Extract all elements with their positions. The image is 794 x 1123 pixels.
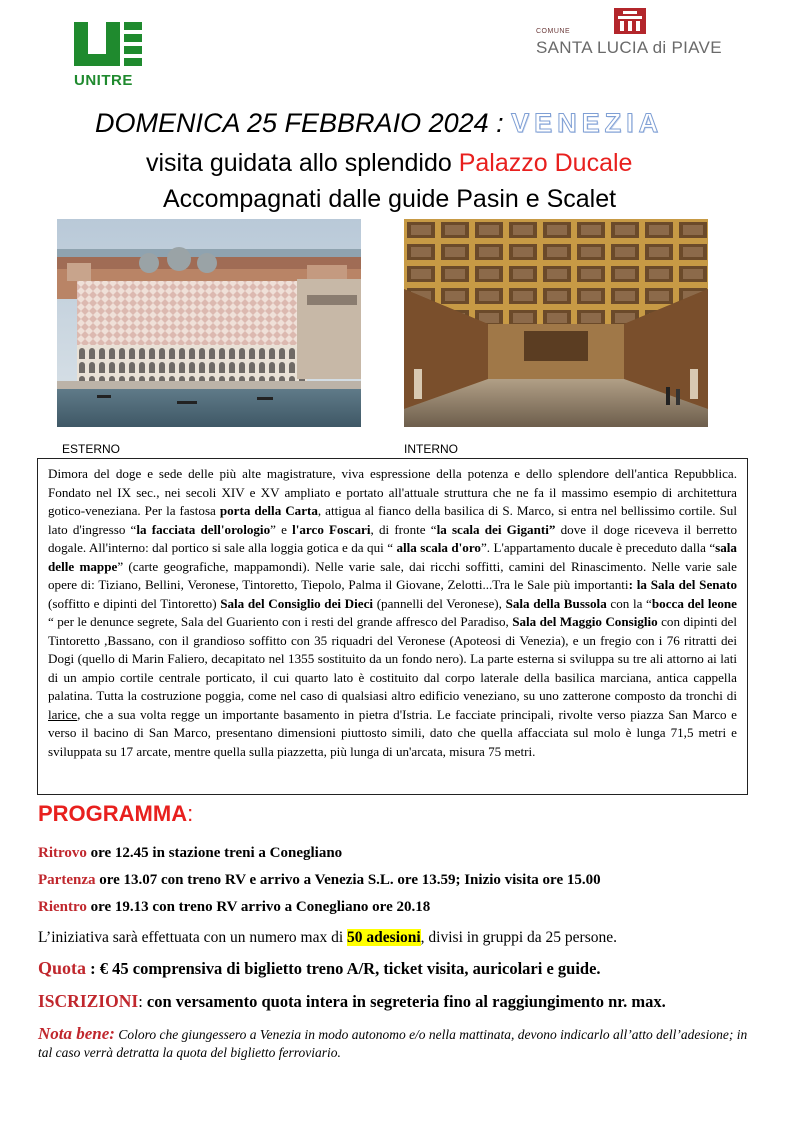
desc-segment: con la “ xyxy=(606,595,652,611)
desc-segment: Dimora del doge e sede delle più alte magistrature, viva espressione della potenza e dello splendore dell'antica Repubblica. Fondato nel IX sec., nei secoli XIV e XV ampliato e portato all'attuale struttura che ne fa il massimo esempio di architettura gotico-veneziana. Per la fastosa xyxy=(48,466,737,518)
programma-title: PROGRAMMA xyxy=(38,801,188,826)
iscrizioni-label: ISCRIZIONI xyxy=(38,991,139,1011)
ritrovo-line xyxy=(38,845,342,862)
desc-segment: con dipinti del Tintoretto ,Bassano, con il grandioso soffitto con 35 riquadri del Veronese (Apoteosi di Venezia), e un fregio con i 76 ritratti dei Dogi (quello di Marin Faliero, decapitato nel 1355 sostituito da un fondo nero). La parte esterna si sviluppa su tre ali attorno ai lati di un ampio cortile centrale porticato, il cui quarto lato è costituito dal corpo laterale della basilica marciana, antica cappella palatina. Tutta la costruzione poggia, come nel caso di qualsiasi altro edificio veneziano, su uno zatterone composto da tronchi di xyxy=(48,614,738,703)
title-separator: : xyxy=(488,108,512,138)
desc-bold: l'arco Foscari xyxy=(292,521,371,537)
exterior-caption: ESTERNO xyxy=(62,442,121,456)
quota-text: : € 45 comprensiva di biglietto treno A/R, ticket visita, auricolari e guide. xyxy=(86,959,601,978)
comune-logo xyxy=(536,8,732,66)
desc-segment: “ per le denunce segrete, Sala del Guariento con i resti del grande affresco del Paradiso, xyxy=(48,614,513,629)
ritrovo-label: Ritrovo xyxy=(38,845,87,861)
ritrovo-text: ore 12.45 in stazione treni a Conegliano xyxy=(86,845,343,861)
desc-bold: Sala del Consiglio dei Dieci xyxy=(220,595,374,611)
description-text xyxy=(48,465,737,761)
desc-segment: (pannelli del Veronese), xyxy=(373,595,506,611)
rientro-text: ore 19.13 con treno RV arrivo a Conegliano ore 20.18 xyxy=(86,899,431,915)
programma-heading xyxy=(38,801,193,827)
palazzo-ducale-highlight: Palazzo Ducale xyxy=(458,149,633,177)
desc-bold: la scala dei Giganti” xyxy=(436,521,556,537)
photo-exterior xyxy=(57,219,361,427)
description-box xyxy=(37,458,748,795)
nota-bene-label: Nota bene: xyxy=(38,1024,115,1043)
adesioni-highlight: 50 adesioni xyxy=(347,929,421,946)
desc-bold: alla scala d'oro xyxy=(396,540,481,555)
desc-segment: , che a sua volta regge un importante basamento in pietra d'Istria. Le facciate principali, rivolte verso piazza San Marco e verso il bacino di San Marco, presentano dimensioni piuttosto simili, dato che quella affacciata sul molo è lunga 71,5 metri e sviluppata su 17 arcate, mentre quella sulla piazzetta, più lunga di un'arcata, misura 75 metri. xyxy=(48,706,737,759)
desc-bold: Sala della Bussola xyxy=(505,595,607,611)
programma-colon: : xyxy=(187,801,194,826)
desc-bold: bocca del leone xyxy=(651,595,737,611)
interior-caption: INTERNO xyxy=(404,442,458,456)
iniziativa-line xyxy=(38,929,617,947)
comune-name-label: SANTA LUCIA di PIAVE xyxy=(536,38,722,57)
guides-line: Accompagnati dalle guide Pasin e Scalet xyxy=(163,185,617,213)
rientro-line xyxy=(38,899,430,916)
event-date-title xyxy=(95,108,663,139)
rientro-label: Rientro xyxy=(38,899,87,915)
unitre-label: UNITRE xyxy=(74,72,133,89)
comune-small-label: COMUNE xyxy=(536,28,571,35)
desc-segment: ”. L'appartamento ducale è preceduto dalla “ xyxy=(480,540,716,555)
partenza-line xyxy=(38,872,601,889)
desc-bold: sala delle mappe xyxy=(48,540,737,574)
iscrizioni-line xyxy=(38,991,666,1012)
iscrizioni-text: con versamento quota intera in segreteria fino al raggiungimento nr. max. xyxy=(142,992,666,1011)
desc-segment: , di fronte “ xyxy=(370,521,437,537)
iniziativa-post: , divisi in gruppi da 25 persone. xyxy=(420,929,617,946)
city-name: VENEZIA xyxy=(511,108,664,138)
desc-bold: la facciata dell'orologio xyxy=(136,521,271,537)
desc-underline: larice xyxy=(48,706,78,722)
partenza-label: Partenza xyxy=(38,872,96,888)
partenza-text: ore 13.07 con treno RV e arrivo a Venezia S.L. ore 13.59; Inizio visita ore 15.00 xyxy=(95,872,601,888)
subtitle-prefix: visita guidata allo splendido xyxy=(146,149,459,177)
desc-segment: (soffitto e dipinti del Tintoretto) xyxy=(48,595,221,611)
desc-bold: Sala del Maggio Consiglio xyxy=(512,614,658,629)
desc-bold: : la Sala del Senato xyxy=(628,577,738,592)
comune-emblem-icon xyxy=(614,8,646,34)
unitre-logo xyxy=(72,20,146,92)
nota-bene-text: Coloro che giungessero a Venezia in modo autonomo e/o nella mattinata, devono indicarlo all’atto dell’adesione; in tal caso verrà detratta la quota del biglietto ferroviario. xyxy=(38,1027,748,1060)
desc-segment: ” e xyxy=(270,521,293,537)
subtitle-line xyxy=(146,149,632,178)
iscrizioni-colon: : xyxy=(138,992,143,1011)
desc-segment: , attigua al fianco della basilica di S. Marco, si entra nel bellissimo cortile. Sul lato d'ingresso “ xyxy=(48,503,737,537)
nota-bene xyxy=(38,1025,758,1062)
iniziativa-pre: L’iniziativa sarà effettuata con un numero max di xyxy=(38,929,348,946)
photo-interior xyxy=(404,219,708,427)
quota-label: Quota xyxy=(38,958,87,978)
desc-bold: porta della Carta xyxy=(219,503,318,518)
desc-segment: dove il doge riceveva il berretto dogale. All'interno: dal portico si sale alla loggia gotica e da qui “ xyxy=(48,521,738,555)
desc-segment: ” (carte geografiche, mappamondi). Nelle varie sale, dai ricchi soffitti, camini del Rinascimento. Nelle varie sale opere di: Tiziano, Bellini, Veronese, Tintoretto, Tiepolo, Palma il Giovane, Zelotti...Tra le Sale più importanti xyxy=(48,558,737,592)
quota-line xyxy=(38,958,601,979)
event-date: DOMENICA 25 FEBBRAIO 2024 xyxy=(95,108,489,138)
